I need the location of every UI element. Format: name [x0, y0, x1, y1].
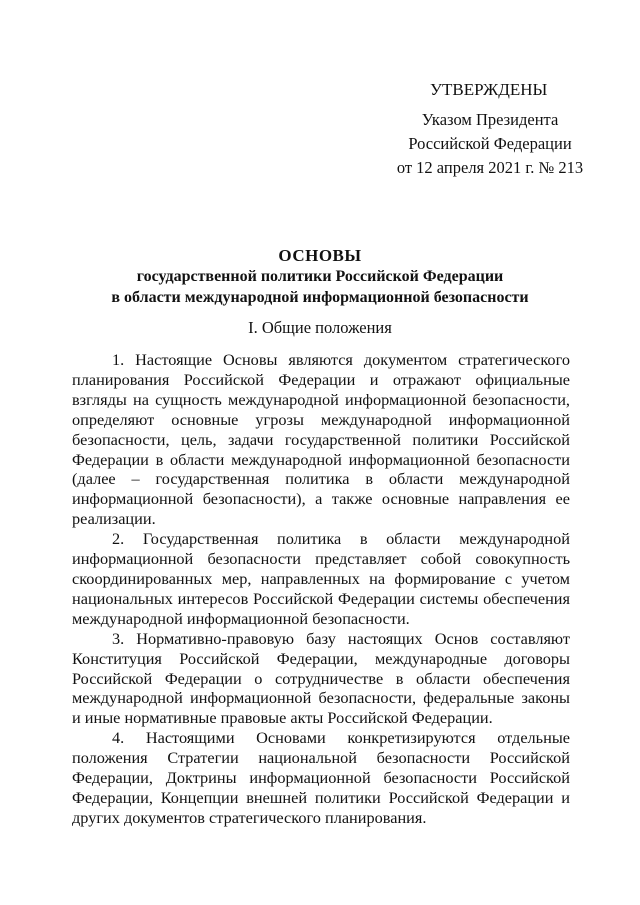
paragraph-1: 1. Настоящие Основы являются документом стратегического планирования Российской Федерации и отражают официальные взгляды на сущность международной информационной безопасности, определяют основные угрозы международной информационной безопасности, цель, задачи государственной политики Российской Федерации в области международной информационной безопасности (далее – государственная политика в области международной информационной безопасности), а также основные направления ее реализации. — [72, 350, 570, 529]
section-heading: I. Общие положения — [248, 318, 392, 337]
paragraph-3: 3. Нормативно-правовую базу настоящих Основ составляют Конституция Российской Федерации, международные договоры Российской Федерации о сотрудничестве в области обеспечения международной информационной безопасности, федеральные законы и иные нормативные правовые акты Российской Федерации. — [72, 628, 570, 728]
approval-country-line: Российской Федерации — [408, 134, 572, 153]
title-line-2: государственной политики Российской Федерации — [136, 268, 504, 285]
approval-date-line: от 12 апреля 2021 г. № 213 — [396, 158, 584, 177]
approval-stamp: УТВЕРЖДЕНЫ — [430, 80, 548, 99]
paragraph-2: 2. Государственная политика в области международной информационной безопасности представляет собой совокупность скоординированных мер, направленных на формирование с учетом национальных интересов Российской Федерации системы обеспечения международной информационной безопасности. — [72, 529, 570, 628]
approval-block — [380, 78, 600, 180]
document-body — [72, 350, 570, 828]
document-title — [60, 245, 580, 308]
paragraph-4: 4. Настоящими Основами конкретизируются отдельные положения Стратегии национальной безопасности Российской Федерации, Доктрины информационной безопасности Российской Федерации, Концепции внешней политики Российской Федерации и других документов стратегического планирования. — [72, 728, 570, 827]
approval-decree-line: Указом Президента — [421, 110, 559, 129]
title-line-3: в области международной информационной безопасности — [111, 289, 529, 306]
title-main: ОСНОВЫ — [278, 246, 362, 265]
